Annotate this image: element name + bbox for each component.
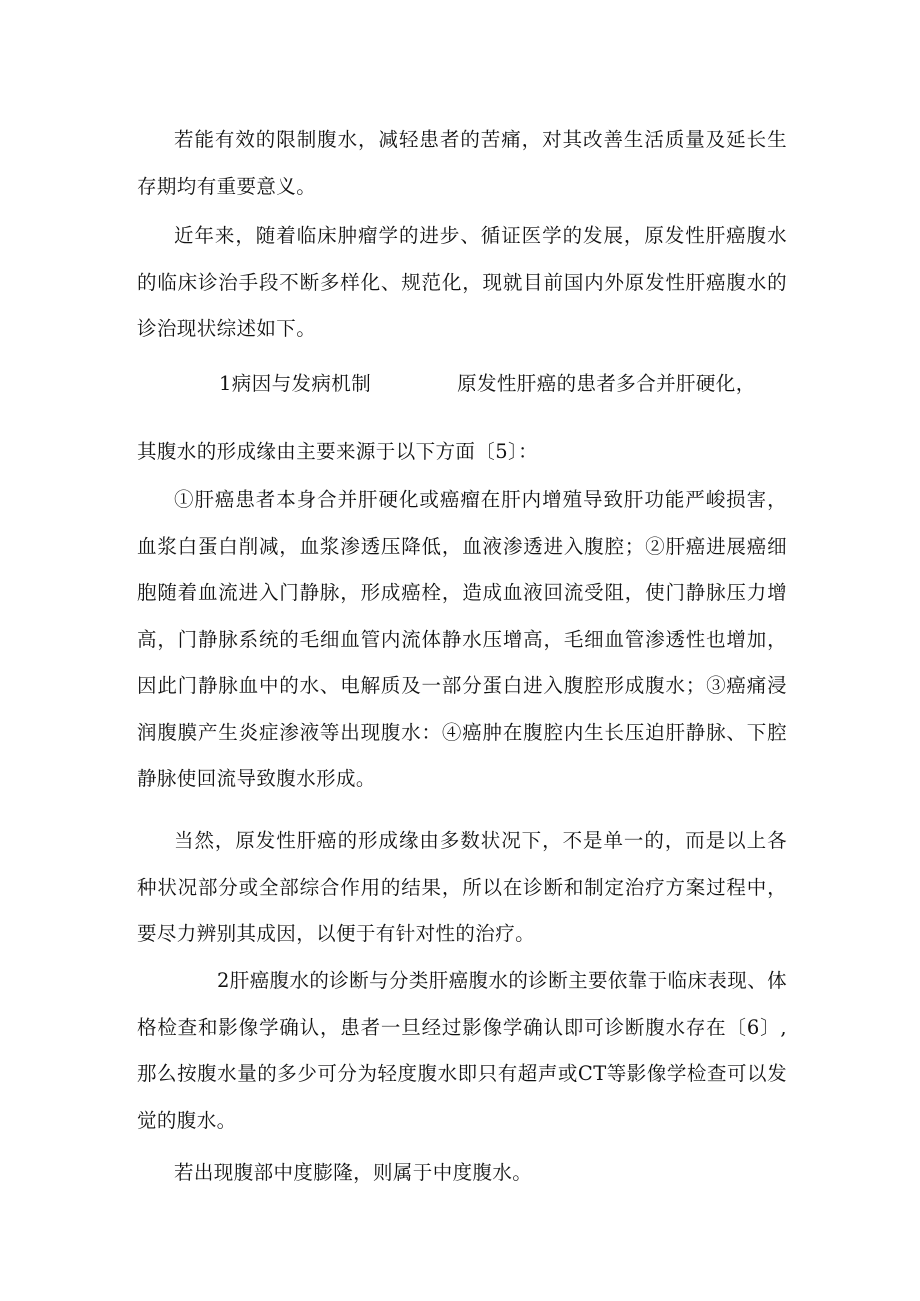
section-1-lead-text: 原发性肝癌的患者多合并肝硬化，	[457, 372, 756, 395]
paragraph-ascites-causes-intro: 其腹水的形成缘由主要来源于以下方面〔5〕：	[137, 440, 539, 463]
paragraph-section-2-diagnosis: 2肝癌腹水的诊断与分类肝癌腹水的诊断主要依靠于临床表现、体格检查和影像学确认，患者一旦经过影像学确认即可诊断腹水存在〔6〕,那么按腹水量的多少可分为轻度腹水即只有超声或CT等影像学检查可以发觉的腹水。	[137, 969, 788, 1132]
section-1-heading-line	[219, 361, 779, 408]
paragraph-ascites-mechanisms: ①肝癌患者本身合并肝硬化或癌瘤在肝内增殖导致肝功能严峻损害，血浆白蛋白削减，血浆渗透压降低，血液渗透进入腹腔；②肝癌进展癌细胞随着血流进入门静脉，形成癌栓，造成血液回流受阻，使门静脉压力增高，门静脉系统的毛细血管内流体静水压增高，毛细血管渗透性也增加，因此门静脉血中的水、电解质及一部分蛋白进入腹腔形成腹水；③癌痛浸润腹膜产生炎症渗液等出现腹水：④癌肿在腹腔内生长压迫肝静脉、下腔静脉使回流导致腹水形成。	[137, 488, 787, 790]
section-1-heading: 1病因与发病机制	[219, 372, 372, 395]
paragraph-combined-causes: 当然，原发性肝癌的形成缘由多数状况下，不是单一的，而是以上各种状况部分或全部综合作用的结果，所以在诊断和制定治疗方案过程中，要尽力辨别其成因，以便于有针对性的治疗。	[137, 829, 787, 945]
paragraph-moderate-ascites: 若出现腹部中度膨隆，则属于中度腹水。	[174, 1161, 533, 1184]
paragraph-ascites-control: 若能有效的限制腹水，减轻患者的苦痛，对其改善生活质量及延长生存期均有重要意义。	[137, 128, 787, 198]
paragraph-recent-advances: 近年来，随着临床肿瘤学的进步、循证医学的发展，原发性肝癌腹水的临床诊治手段不断多样化、规范化，现就目前国内外原发性肝癌腹水的诊治现状综述如下。	[137, 224, 787, 340]
